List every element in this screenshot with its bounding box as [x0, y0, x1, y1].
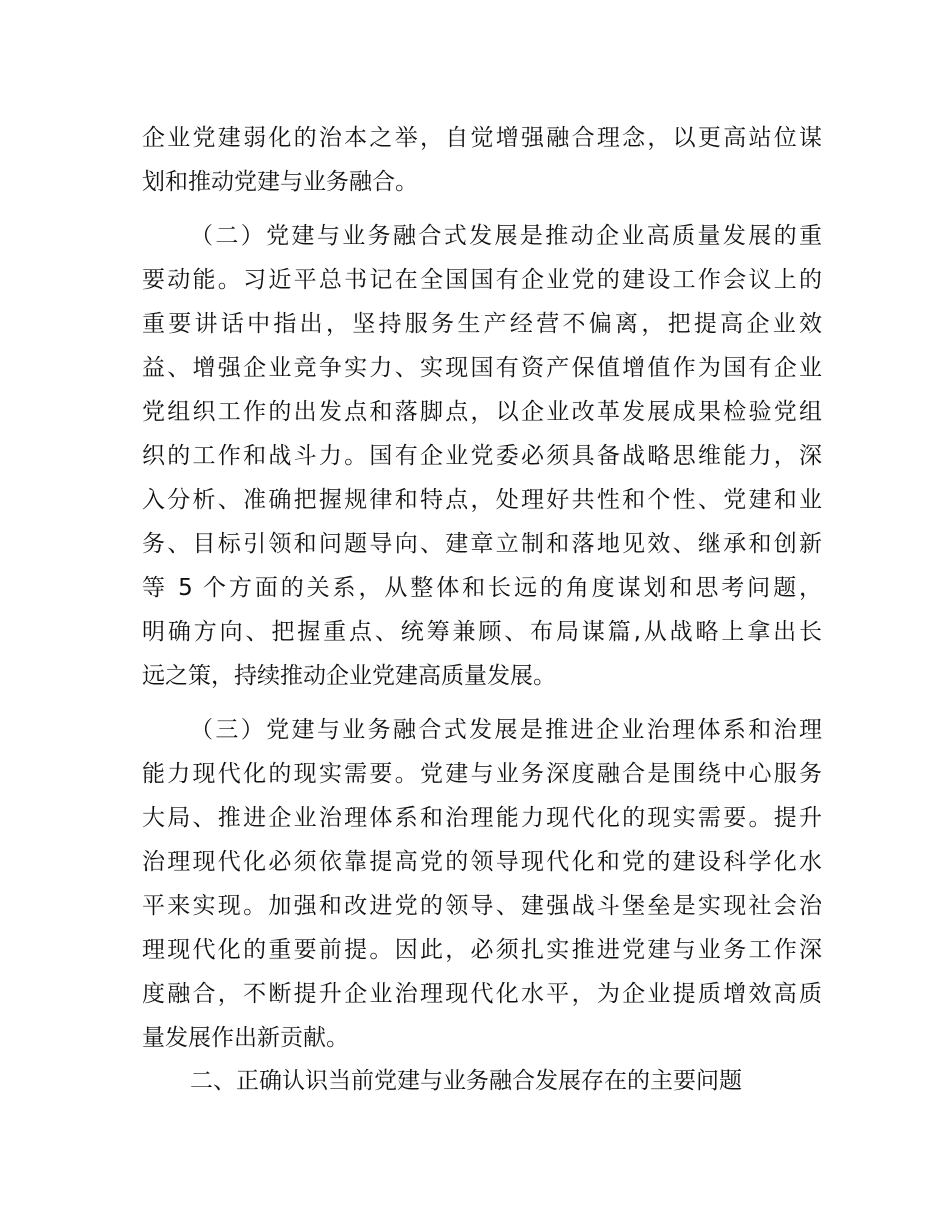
paragraph-line: 重要讲话中指出，坚持服务生产经营不偏离，把提高企业效: [142, 311, 822, 337]
paragraph-line: 治理现代化必须依靠提高党的领导现代化和党的建设科学化水: [142, 849, 822, 875]
paragraph-line: 平来实现。加强和改进党的领导、建强战斗堡垒是实现社会治: [142, 893, 822, 919]
paragraph-line: （三）党建与业务融合式发展是推进企业治理体系和治理: [190, 717, 822, 743]
paragraph-line: 党组织工作的出发点和落脚点，以企业改革发展成果检验党组: [142, 399, 822, 425]
paragraph-line: 远之策，持续推动企业党建高质量发展。: [142, 663, 556, 689]
paragraph-line: 企业党建弱化的治本之举，自觉增强融合理念，以更高站位谋: [142, 125, 822, 151]
paragraph-line: 务、目标引领和问题导向、建章立制和落地见效、继承和创新: [142, 531, 822, 557]
paragraph-line: 度融合，不断提升企业治理现代化水平，为企业提质增效高质: [142, 981, 822, 1007]
paragraph-line: （二）党建与业务融合式发展是推动企业高质量发展的重: [190, 223, 822, 249]
paragraph-line: 入分析、准确把握规律和特点，处理好共性和个性、党建和业: [142, 487, 822, 513]
paragraph-line: 能力现代化的现实需要。党建与业务深度融合是围绕中心服务: [142, 761, 822, 787]
paragraph-line: 大局、推进企业治理体系和治理能力现代化的现实需要。提升: [142, 805, 822, 831]
paragraph-line: 织的工作和战斗力。国有企业党委必须具备战略思维能力，深: [142, 443, 822, 469]
paragraph-line: 益、增强企业竞争实力、实现国有资产保值增值作为国有企业: [142, 355, 822, 381]
paragraph-line: 理现代化的重要前提。因此，必须扎实推进党建与业务工作深: [142, 937, 822, 963]
paragraph-line: 量发展作出新贡献。: [142, 1025, 349, 1051]
paragraph-line: 划和推动党建与业务融合。: [142, 169, 418, 195]
paragraph-line: 要动能。习近平总书记在全国国有企业党的建设工作会议上的: [142, 267, 822, 293]
paragraph-line: 等 5 个方面的关系，从整体和长远的角度谋划和思考问题，: [142, 575, 822, 601]
section-heading: 二、正确认识当前党建与业务融合发展存在的主要问题: [190, 1068, 742, 1094]
paragraph-line: 明确方向、把握重点、统筹兼顾、布局谋篇,从战略上拿出长: [142, 619, 822, 645]
